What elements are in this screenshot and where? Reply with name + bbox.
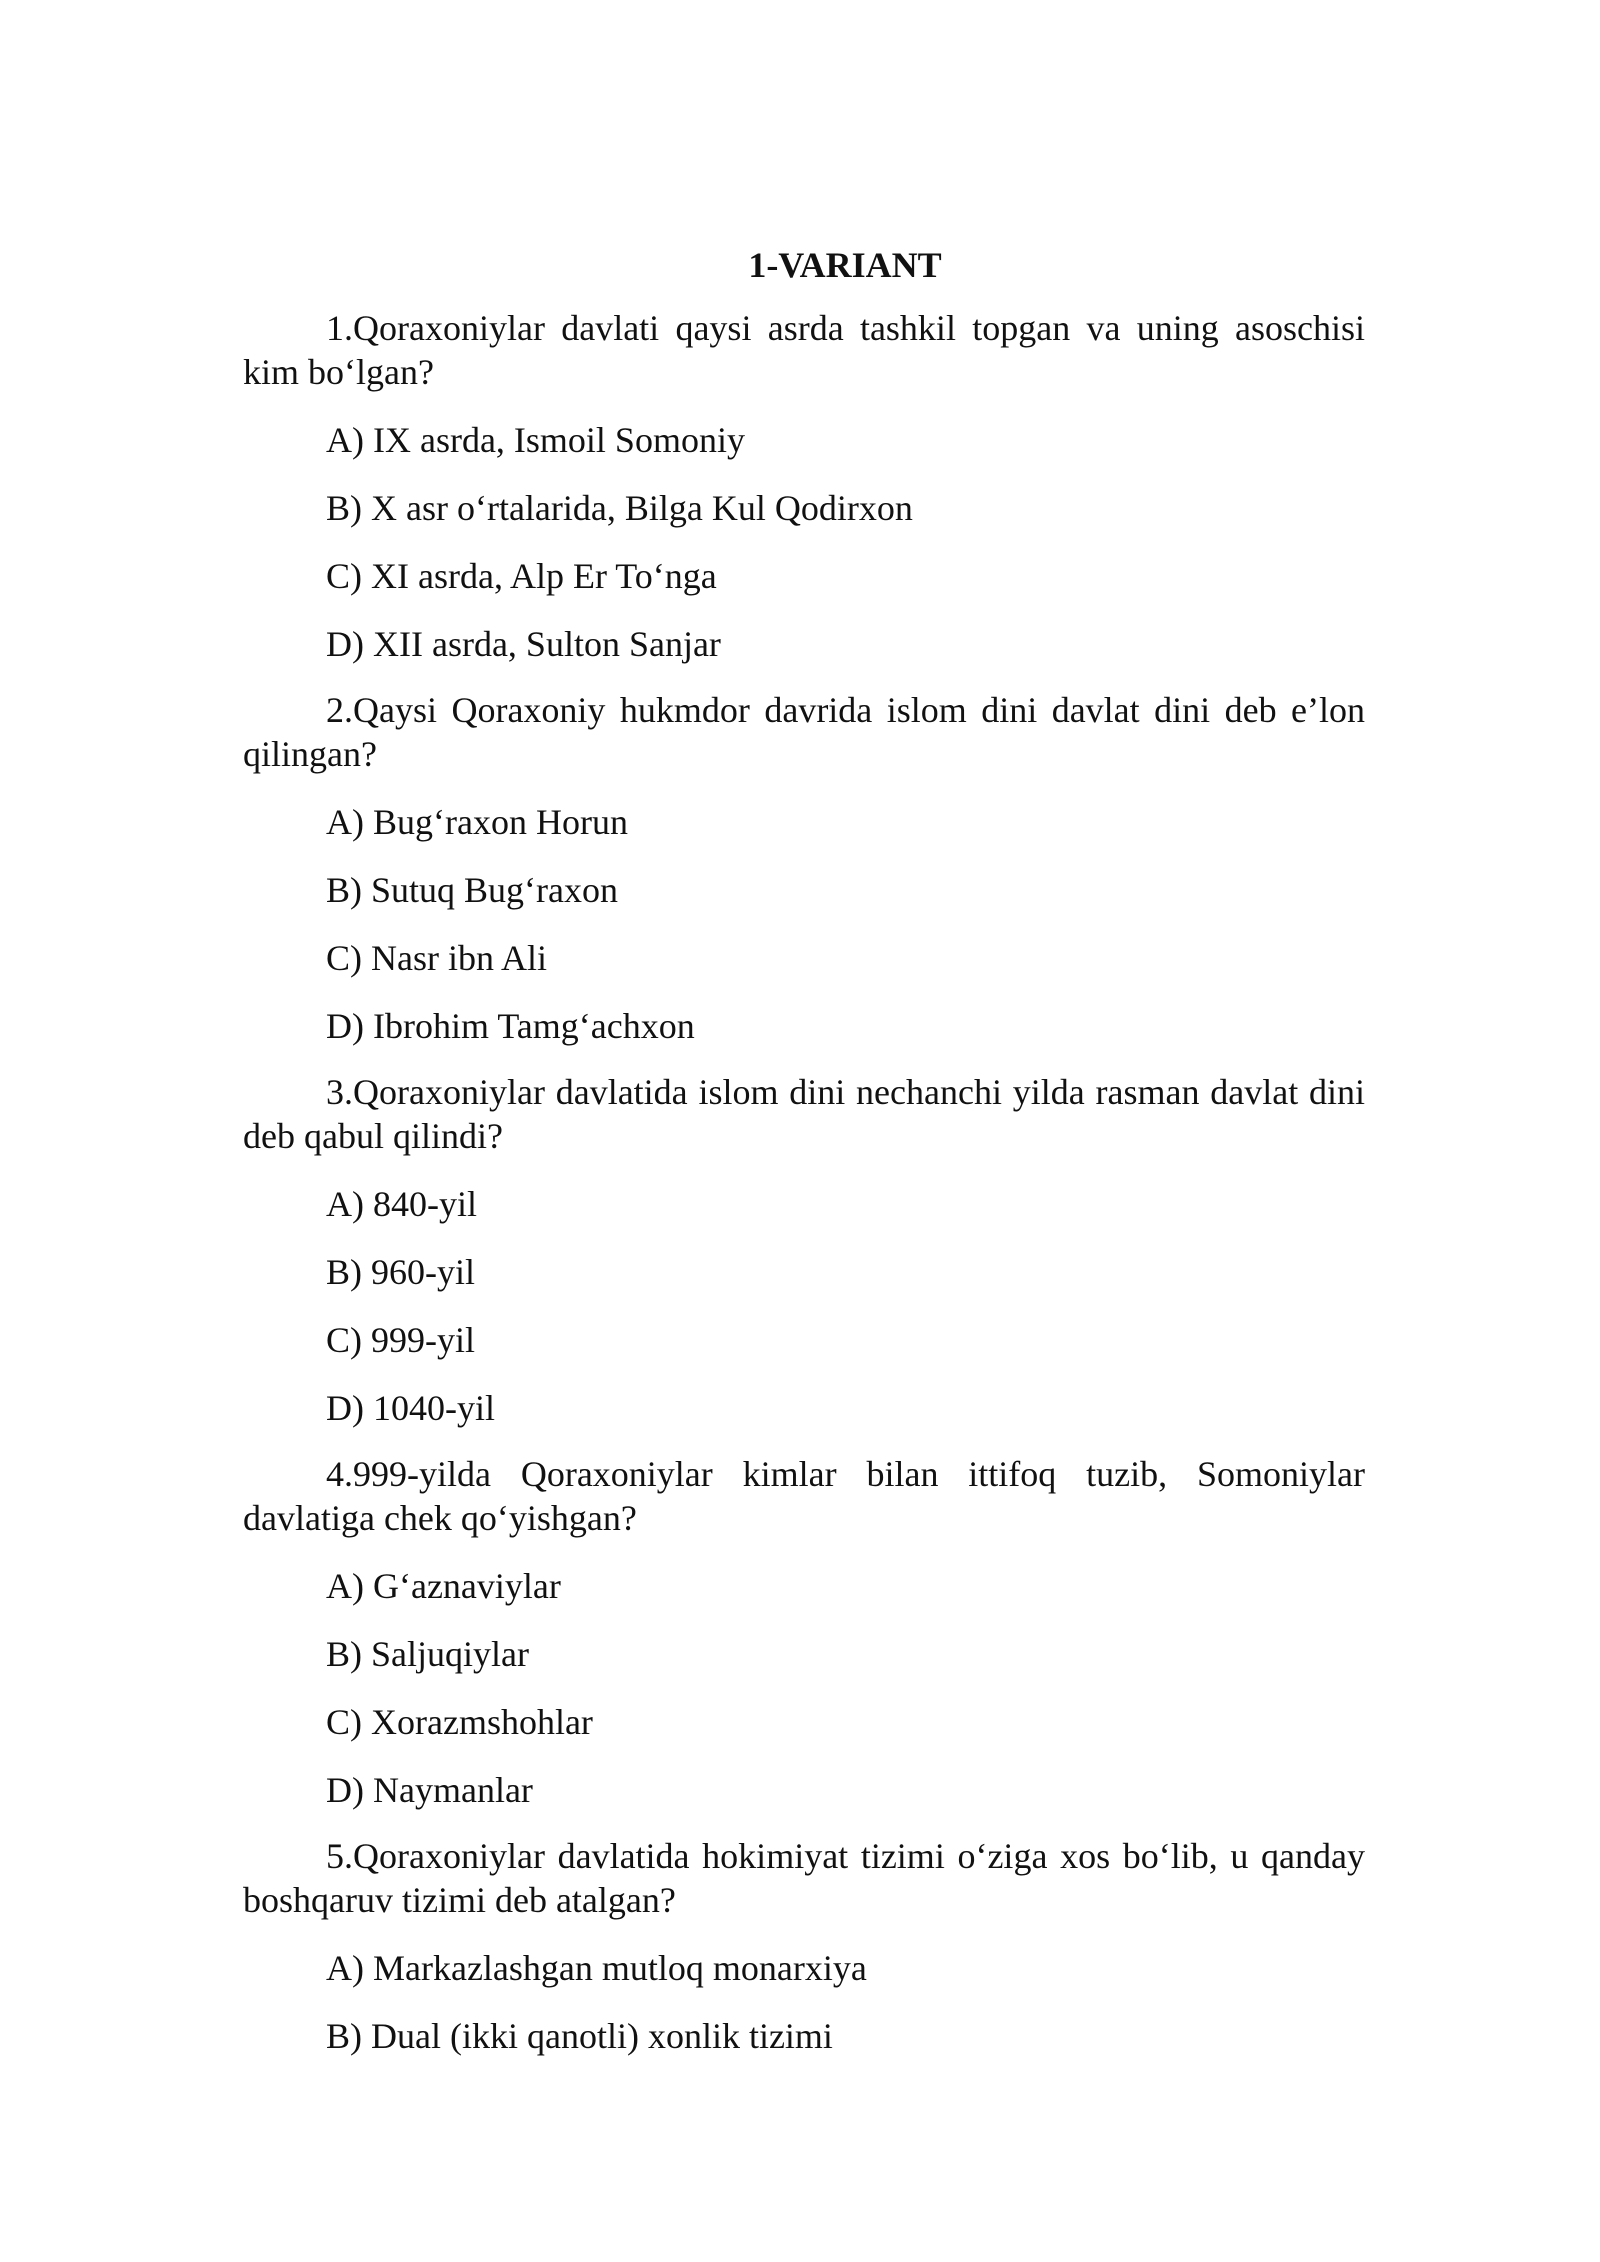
question-1-option-b: B) X asr o‘rtalarida, Bilga Kul Qodirxon [326,488,913,528]
question-3-options [243,1180,1365,1432]
question-4-option-a: A) G‘aznaviylar [326,1566,561,1606]
questions-list [243,306,1365,2060]
question-4-options [243,1562,1365,1814]
variant-title: 1-VARIANT [748,245,942,285]
question-3-option-c: C) 999-yil [326,1320,475,1360]
question-3-option-a: A) 840-yil [326,1184,477,1224]
question-4-option-c: C) Xorazmshohlar [326,1702,593,1742]
question-3-option-d: D) 1040-yil [326,1388,495,1428]
question-4-text: 4.999-yilda Qoraxoniylar kimlar bilan ittifoq tuzib, Somoniylar davlatiga chek qo‘yishgan? [243,1454,1365,1538]
question-1-option-d: D) XII asrda, Sulton Sanjar [326,624,721,664]
question-2-options [243,798,1365,1050]
question-1-options [243,416,1365,668]
question-3-option-b: B) 960-yil [326,1252,475,1292]
question-1-option-c: C) XI asrda, Alp Er To‘nga [326,556,717,596]
question-block-5 [243,1834,1365,2060]
question-2-option-a: A) Bug‘raxon Horun [326,802,628,842]
question-2-option-d: D) Ibrohim Tamg‘achxon [326,1006,695,1046]
question-2-option-c: C) Nasr ibn Ali [326,938,547,978]
question-1-option-a: A) IX asrda, Ismoil Somoniy [326,420,745,460]
question-5-option-a: A) Markazlashgan mutloq monarxiya [326,1948,867,1988]
question-3-text: 3.Qoraxoniylar davlatida islom dini nechanchi yilda rasman davlat dini deb qabul qilindi? [243,1072,1365,1156]
question-block-2 [243,688,1365,1050]
question-2-text: 2.Qaysi Qoraxoniy hukmdor davrida islom dini davlat dini deb e’lon qilingan? [243,690,1365,774]
question-block-4 [243,1452,1365,1814]
question-4-option-d: D) Naymanlar [326,1770,533,1810]
question-4-option-b: B) Saljuqiylar [326,1634,529,1674]
question-block-1 [243,306,1365,668]
question-5-option-b: B) Dual (ikki qanotli) xonlik tizimi [326,2016,833,2056]
question-2-option-b: B) Sutuq Bug‘raxon [326,870,618,910]
question-5-options [243,1944,1365,2060]
question-5-text: 5.Qoraxoniylar davlatida hokimiyat tizimi o‘ziga xos bo‘lib, u qanday boshqaruv tizimi deb atalgan? [243,1836,1365,1920]
question-1-text: 1.Qoraxoniylar davlati qaysi asrda tashkil topgan va uning asoschisi kim bo‘lgan? [243,308,1365,392]
question-block-3 [243,1070,1365,1432]
